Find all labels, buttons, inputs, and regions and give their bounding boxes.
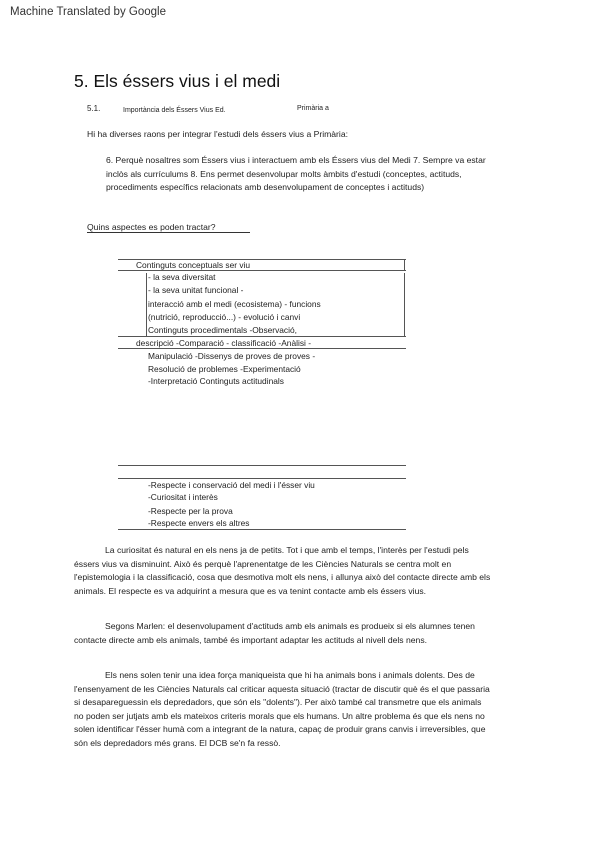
paragraph-line: éssers vius va disminuint. Això és perquè l'aprenentatge de les Ciències Naturals se centra molt en bbox=[74, 558, 452, 569]
table-rule bbox=[118, 478, 406, 479]
table-cell: Continguts procedimentals -Observació, bbox=[148, 325, 297, 335]
question-underline bbox=[87, 232, 250, 233]
table-cell: - la seva unitat funcional - bbox=[148, 285, 244, 295]
paragraph-line: si desapareguessin els depredadors, que són els "dolents"). Per això també cal transmetre que els animals bbox=[74, 697, 482, 707]
table-rule bbox=[146, 273, 147, 336]
table-cell: -Respecte i conservació del medi i l'ésser viu bbox=[148, 480, 315, 490]
table-cell: descripció -Comparació - classificació -Anàlisi - bbox=[136, 338, 311, 348]
paragraph-line: Els nens solen tenir una idea força maniqueista que hi ha animals bons i animals dolents. Des de bbox=[105, 670, 475, 680]
intro-text: Hi ha diverses raons per integrar l'estudi dels éssers vius a Primària: bbox=[87, 129, 348, 139]
table-cell: interacció amb el medi (ecosistema) - funcions bbox=[148, 299, 321, 309]
table-rule bbox=[404, 273, 405, 336]
machine-translated-label: Machine Translated by Google bbox=[10, 6, 166, 18]
paragraph-line: solen identificar l'ésser humà com a integrant de la natura, capaç de produir grans canvis i irreversibles, que bbox=[74, 724, 486, 734]
paragraph-line: contacte directe amb els animals, també és important adaptar les actituds al nivell dels nens. bbox=[74, 634, 428, 645]
table-rule bbox=[118, 348, 406, 349]
paragraph-line: La curiositat és natural en els nens ja de petits. Tot i que amb el temps, l'interès per l'estudi pels bbox=[105, 545, 469, 555]
table-cell: -Curiositat i interès bbox=[148, 492, 218, 502]
table-rule bbox=[404, 259, 405, 270]
page-title: 5. Els éssers vius i el medi bbox=[74, 71, 281, 91]
section-title: Importància dels Éssers Vius Ed. bbox=[123, 107, 226, 114]
table-cell: - la seva diversitat bbox=[148, 272, 216, 282]
question-heading: Quins aspectes es poden tractar? bbox=[87, 222, 216, 232]
table-rule bbox=[118, 529, 406, 530]
table-cell: (nutrició, reproducció...) - evolució i canvi bbox=[148, 312, 301, 322]
table-cell: -Interpretació Continguts actitudinals bbox=[148, 376, 284, 386]
table-cell: Manipulació -Dissenys de proves de proves - bbox=[148, 351, 316, 361]
table-cell: Resolució de problemes -Experimentació bbox=[148, 364, 301, 374]
section-number: 5.1. bbox=[87, 104, 101, 113]
paragraph-maniqueista bbox=[74, 669, 490, 750]
paragraph-line: no poden ser jutjats amb els mateixos criteris morals que els humans. Un altre problema és que els nens no bbox=[74, 710, 485, 721]
section-level: Primària a bbox=[297, 105, 329, 112]
paragraph-line: Segons Marlen: el desenvolupament d'actituds amb els animals es produeix si els alumnes tenen bbox=[105, 621, 475, 631]
paragraph-line: animals. El respecte es va adquirint a mesura que es va tenint contacte amb els éssers vius. bbox=[74, 585, 427, 596]
table-rule bbox=[118, 336, 406, 337]
table-cell: -Respecte per la prova bbox=[148, 506, 233, 516]
table-cell: Continguts conceptuals ser viu bbox=[136, 260, 251, 270]
paragraph-marlen bbox=[74, 620, 475, 647]
table-rule bbox=[118, 270, 406, 271]
table-rule bbox=[118, 465, 406, 466]
point-6-line: 6. Perquè nosaltres som Éssers vius i interactuem amb els Éssers vius del Medi 7. Sempre va estar bbox=[106, 155, 486, 165]
paragraph-line: l'ensenyament de les Ciències Naturals cal criticar aquesta situació (tractar de discutir què és el que passaria bbox=[74, 683, 490, 694]
paragraph-line: són els depredadors més grans. El DCB se'n fa ressò. bbox=[74, 737, 281, 748]
point-6-paragraph bbox=[106, 154, 486, 195]
paragraph-curiositat bbox=[74, 544, 490, 598]
point-6-line: procediments específics relacionats amb desenvolupament de conceptes i actituds) bbox=[106, 182, 425, 192]
table-cell: -Respecte envers els altres bbox=[148, 518, 250, 528]
paragraph-line: l'epistemologia i la classificació, cosa que desmotiva molt els nens, i allunya això del contacte directe amb els bbox=[74, 572, 491, 582]
point-6-line: inclòs als currículums 8. Ens permet desenvolupar molts àmbits d'estudi (conceptes, actituds, bbox=[106, 168, 462, 179]
